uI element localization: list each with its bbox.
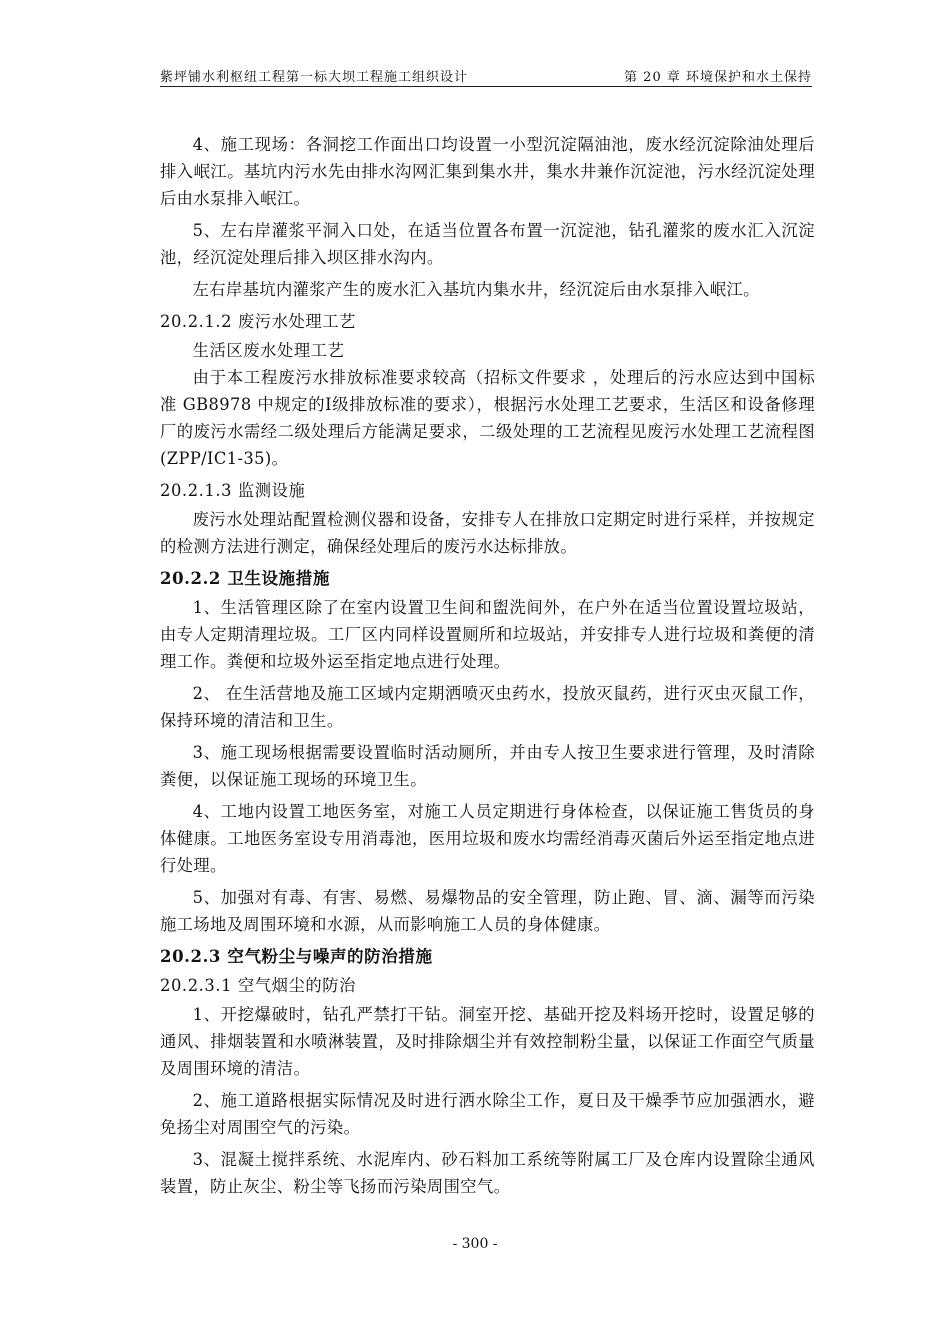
header-document-title: 紫坪铺水利枢纽工程第一标大坝工程施工组织设计	[160, 70, 469, 85]
paragraph: 2、 在生活营地及施工区域内定期洒喷灭虫药水，投放灭鼠药，进行灭虫灭鼠工作，保持环境的清洁和卫生。	[160, 684, 815, 730]
page-header	[160, 64, 812, 87]
paragraph: 5、加强对有毒、有害、易燃、易爆物品的安全管理，防止跑、冒、滴、漏等而污染施工场地及周围环境和水源，从而影响施工人员的身体健康。	[160, 888, 815, 934]
section-heading-bold: 20.2.2 卫生设施措施	[160, 569, 330, 588]
subheading: 生活区废水处理工艺	[192, 341, 345, 360]
section-heading-bold: 20.2.3 空气粉尘与噪声的防治措施	[160, 947, 433, 966]
section-heading: 20.2.1.3 监测设施	[160, 481, 306, 500]
paragraph: 3、混凝土搅拌系统、水泥库内、砂石料加工系统等附属工厂及仓库内设置除尘通风装置，防止灰尘、粉尘等飞扬而污染周围空气。	[160, 1150, 815, 1196]
body-text	[160, 131, 815, 1205]
paragraph: 4、施工现场：各洞挖工作面出口均设置一小型沉淀隔油池，废水经沉淀除油处理后排入岷江。基坑内污水先由排水沟网汇集到集水井，集水井兼作沉淀池，污水经沉淀处理后由水泵排入岷江。	[160, 135, 815, 208]
section-heading: 20.2.3.1 空气烟尘的防治	[160, 976, 357, 995]
paragraph: 左右岸基坑内灌浆产生的废水汇入基坑内集水井，经沉淀后由水泵排入岷江。	[192, 280, 760, 299]
paragraph: 1、生活管理区除了在室内设置卫生间和盥洗间外，在户外在适当位置设置垃圾站，由专人定期清理垃圾。工厂区内同样设置厕所和垃圾站，并安排专人进行垃圾和粪便的清理工作。粪便和垃圾外运至指定地点进行处理。	[160, 598, 815, 671]
paragraph: 1、开挖爆破时，钻孔严禁打干钻。洞室开挖、基础开挖及料场开挖时，设置足够的通风、排烟装置和水喷淋装置，及时排除烟尘并有效控制粉尘量，以保证工作面空气质量及周围环境的清洁。	[160, 1005, 815, 1078]
paragraph: 4、工地内设置工地医务室，对施工人员定期进行身体检查，以保证施工售货员的身体健康。工地医务室设专用消毒池，医用垃圾和废水均需经消毒灭菌后外运至指定地点进行处理。	[160, 802, 815, 875]
paragraph: 3、施工现场根据需要设置临时活动厕所，并由专人按卫生要求进行管理，及时清除粪便，以保证施工现场的环境卫生。	[160, 743, 815, 789]
paragraph: 2、施工道路根据实际情况及时进行洒水除尘工作，夏日及干燥季节应加强洒水，避免扬尘对周围空气的污染。	[160, 1091, 815, 1137]
paragraph: 5、左右岸灌浆平洞入口处，在适当位置各布置一沉淀池，钻孔灌浆的废水汇入沉淀池，经沉淀处理后排入坝区排水沟内。	[160, 221, 815, 267]
section-heading: 20.2.1.2 废污水处理工艺	[160, 312, 357, 331]
paragraph: 由于本工程废污水排放标准要求较高（招标文件要求 ，处理后的污水应达到中国标准 GB8978 中规定的Ⅰ级排放标准的要求），根据污水处理工艺要求，生活区和设备修理厂的废污水需经二级处理后方能满足要求，二级处理的工艺流程见废污水处理工艺流程图(ZPP/IC1-35)。	[160, 368, 815, 468]
header-chapter-title: 第 20 章 环境保护和水土保持	[624, 70, 812, 85]
page-number: - 300 -	[452, 1236, 498, 1252]
paragraph: 废污水处理站配置检测仪器和设备，安排专人在排放口定期定时进行采样，并按规定的检测方法进行测定，确保经处理后的废污水达标排放。	[160, 510, 815, 556]
